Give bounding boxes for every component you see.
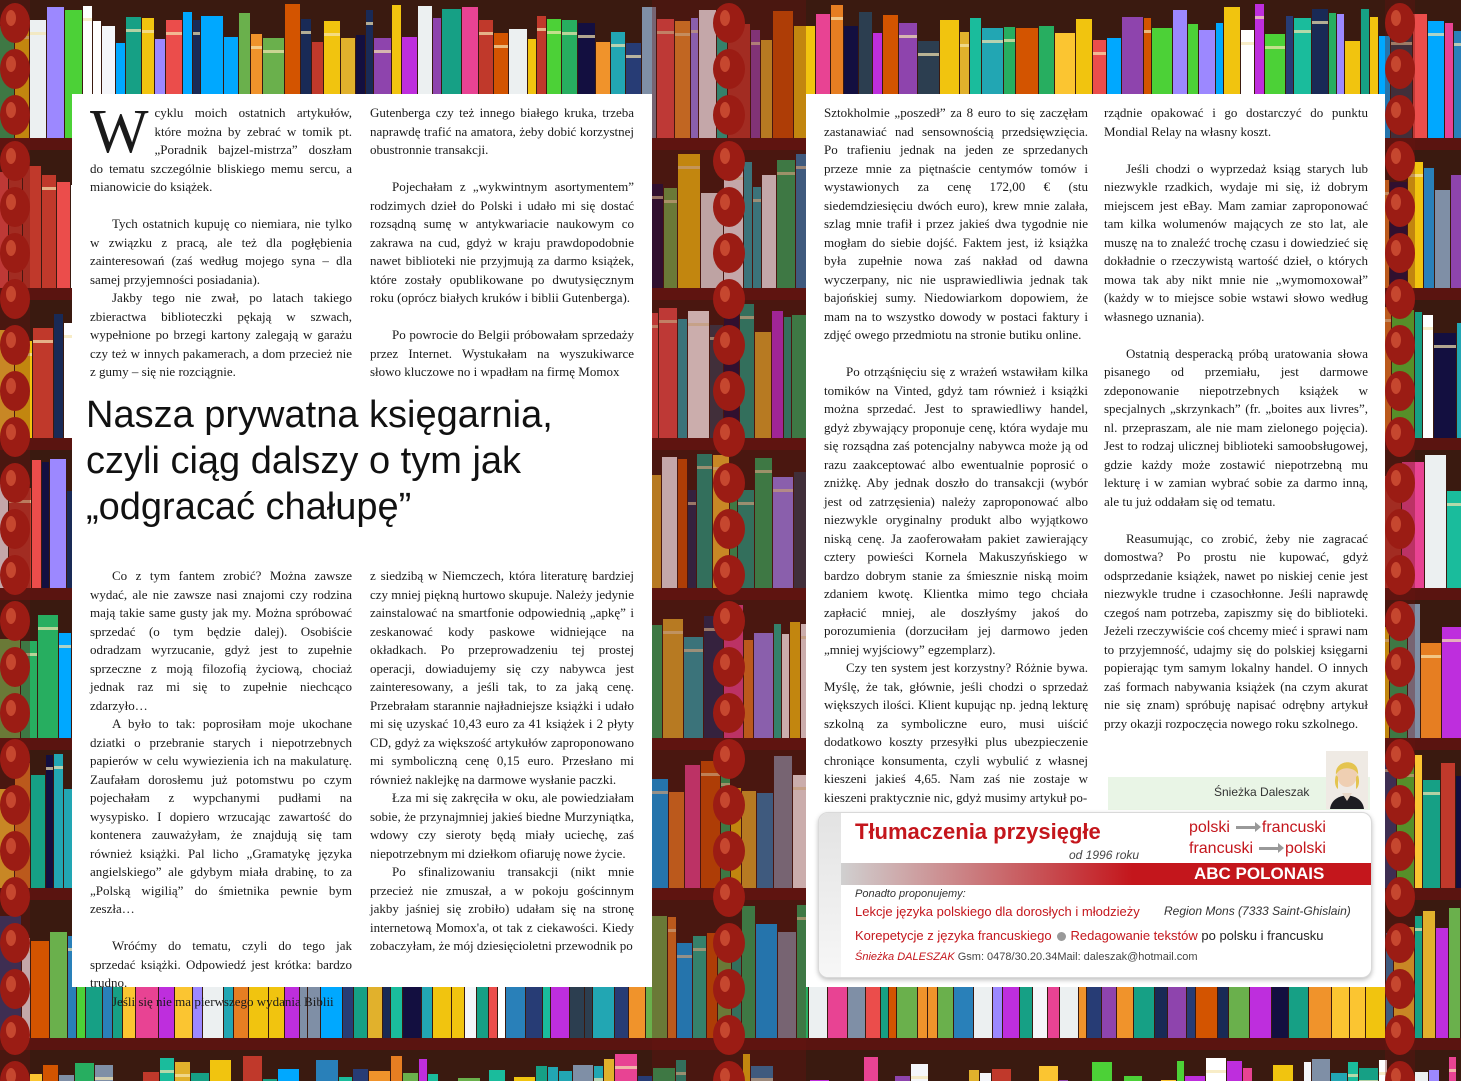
ad-company-name: ABC POLONAIS xyxy=(1194,864,1325,883)
ad-language-pair: francuski polski xyxy=(1189,840,1326,857)
article-headline: Nasza prywatna księgarnia, czyli ciąg dalszy o tym jak „odgracać chałupę” xyxy=(86,394,553,528)
paragraph: Sztokholmie „poszedł” za 8 euro to się zaczęłam zastanawiać nad sensownością przedsięwzięcia. Po trafieniu jednak na jeden ze sprzedanych przeze mnie za piętnaście centymów tomów i wystawionych za cenę 172,00 € (stu siedemdziesięciu dwóch euro), krew mnie zalała, szlag mnie trafił i przez jakieś dwa tygodnie nie mogłam do siebie dojść. Faktem jest, iż książka była zupełnie nowa zaś nakład od dawna wyczerpany, nic nie usprawiedliwia jednak tak bajońskiej sumy. Niedowiarkom dopowiem, że mam na to wszystko dowody w postaci faktury i zdjęć owego przedmiotu na stronie butiku online. xyxy=(824,105,1088,342)
arrow-right-icon xyxy=(1259,847,1279,850)
paragraph: Łza mi się zakręciła w oku, ale powiedziałam sobie, że przynajmniej jakieś biedne Murzyniątka, wdowy czy sieroty będą miały uciechę, zaś niepotrzebnym mi dziełkom ofiaruję nowe życie. xyxy=(370,790,634,861)
ad-offer-row xyxy=(855,928,1324,943)
paragraph: Co z tym fantem zrobić? Można zawsze wydać, ale nie zawsze nasi znajomi czy rodzina mają takie same gusty jak my. Można spróbować sprzedać (o tym będzie dalej). Osobiście odradzam wyrzucanie, gdyż jest to zupełnie sprzeczne z moją filozofią życiową, chociaż jednak raz mi się to zupełnie niechcąco zdarzyło… xyxy=(90,568,352,713)
ad-contact xyxy=(855,951,1198,963)
right-column-2 xyxy=(1104,104,1368,733)
ad-offer-lessons: Lekcje języka polskiego dla dorosłych i młodzieży xyxy=(855,904,1140,919)
left-column-1 xyxy=(90,98,352,382)
paragraph: z siedzibą w Niemczech, która literaturę bardziej czy mniej piękną hurtowo skupuje. Należy jedynie zainstalować na smartfonie odpowiednią „apkę” i zeskanować kody paskowe widniejące na okładkach. Po przeprowadzeniu tej prostej operacji, dowiadujemy się czy nabywca jest zainteresowany, a jeśli tak, to za jaką cenę. Przebrałam starannie najładniejsze książki i udało mi się uzyskać 10,43 euro za 41 książek i 2 płyty CD, gdyż za większość artykułów zaproponowano mi symboliczną cenę 0,15 euro. Przesłano mi również naklejkę na darmowe wysłanie paczki. xyxy=(370,568,634,787)
drop-cap: W xyxy=(90,98,149,166)
paragraph: Jeśli się nie ma pierwszego wydania Biblii xyxy=(112,993,334,1009)
paragraph: Po otrząśnięciu się z wrażeń wstawiłam kilka tomików na Vinted, gdyż tam również i książki można sprzedać. Jest to sprawiedliwy handel, gdyż zbywający proponuje cenę, która wydaje mu się rozsądna zaś potencjalny nabywca może ją od razu zaakceptować albo ewentualnie poprosić o zniżkę. Aby jednak doszło do transakcji (wybór jest od zatrzęsienia) należy zaproponować albo niezwykle oryginalny produkt albo wyjątkowo niską cenę. Ja zaoferowałam pakiet zawierający cztery powieści Kornela Makuszyńskiego w bardzo dobrym stanie za śmiesznie niską moim zdaniem kwotę. Klientka mimo tego chciała zapłacić mniej, ale doszłyśmy jakoś do porozumienia (dorzuciłam jej darmowo jeden „mniej wyjściowy” egzemplarz). xyxy=(824,364,1088,657)
paragraph: Reasumując, co zrobić, żeby nie zagracać domostwa? Po prostu nie kupować, gdyż odsprzedanie książek, nawet po niskiej cenie jest niezwykle trudne i czasochłonne. Jeśli naprawdę czegoś nam potrzeba, zapiszmy się do biblioteki. Jeżeli rzeczywiście coś chcemy mieć i sprawi nam to przyjemność, udajmy się do polskiej księgarni popierając tym samym lokalny handel. O innych zaś formach nabywania książek (na czym akurat nie się znam) spróbuję napisać odrębny artykuł przy okazji rozpoczęcia nowego roku szkolnego. xyxy=(1104,530,1368,731)
translation-advertisement xyxy=(818,812,1372,978)
ad-language-pair: polski francuski xyxy=(1189,819,1326,836)
left-page xyxy=(72,94,652,1009)
paragraph: Po sfinalizowaniu transakcji (nikt mnie przecież nie zmuszał, a w pokoju gościnnym jakby jaśniej się zrobiło) udałam się na stronę internetową Momox'a, ot tak z ciekawości. Kiedy zobaczyłam, że mój dziesięcioletni przewodnik po xyxy=(370,864,634,953)
paragraph: Jeśli chodzi o wyprzedaż ksiąg starych lub niezwykle rzadkich, wydaje mi się, iż dobrym miejscem jest eBay. Mam zamiar zaproponować tam kilka wolumenów mających ze sto lat, ale muszę na to znaleźć trochę czasu i dowiedzieć się dokładnie o rzeczywistą wartość dzieł, o których mowa tak aby nikt mnie nie „wymomoxował” (każdy w to miejsce sobie wstawi słowo według własnego uznania). xyxy=(1104,160,1368,324)
paragraph: rządnie opakować i go dostarczyć do punktu Mondial Relay na własny koszt. xyxy=(1104,105,1368,139)
intro-paragraph: Wcyklu moich ostatnich artykułów, które można by zebrać w tomik pt. „Poradnik bajzel-mistrza” doszłam do tematu szczególnie bliskiego memu sercu, a mianowicie do książek. xyxy=(90,98,352,194)
right-column-1 xyxy=(824,104,1088,807)
ad-offer-tutoring: Korepetycje z języka francuskiego xyxy=(855,928,1052,943)
paragraph: Wróćmy do tematu, czyli do tego jak sprzedać książki. Odpowiedź jest krótka: bardzo trudno. xyxy=(90,938,352,990)
ad-more-label: Ponadto proponujemy: xyxy=(855,888,966,900)
ad-title: Tłumaczenia przysięgłe xyxy=(855,819,1101,844)
left-column-2 xyxy=(370,104,634,382)
ad-contact-details: Gsm: 0478/30.20.34Mail: daleszak@hotmail.com xyxy=(957,951,1198,963)
ad-since: od 1996 roku xyxy=(1069,848,1140,862)
arrow-right-icon xyxy=(1236,826,1256,829)
right-page xyxy=(806,94,1385,987)
paragraph: Tych ostatnich kupuję co niemiara, nie tylko w związku z pracą, ale też dla pogłębienia zainteresowań (zaś według mojego syna – dla samej przyjemności posiadania). xyxy=(90,216,352,287)
paragraph: Pojechałam z „wykwintnym asortymentem” rodzimych dzieł do Polski i udało mi się dostać rozsądną sumę w antykwariacie naukowym co zakrawa na cud, gdyż w kraju prawdopodobnie nawet biblioteki nie przyjmują za darmo książek, które zostały opublikowane po dwutysięcznym roku (oprócz białych kruków i biblii Gutenberga). xyxy=(370,179,634,305)
paragraph: Po powrocie do Belgii próbowałam sprzedaży przez Internet. Wystukałam na wyszukiwarce słowo kluczowe no i wpadłam na firmę Momox xyxy=(370,327,634,379)
ad-region: Region Mons (7333 Saint-Ghislain) xyxy=(1164,904,1351,918)
paragraph: Gutenberga czy też innego białego kruka, trzeba naprawdę trafić na amatora, żeby dobić korzystnej obustronnie transakcji. xyxy=(370,105,634,157)
left-column-4 xyxy=(370,567,634,956)
ad-contact-name: Śnieżka DALESZAK xyxy=(855,951,955,963)
ad-offer-editing-tail: po polsku i francusku xyxy=(1201,928,1324,943)
paragraph: Jakby tego nie zwał, po latach takiego zbieractwa biblioteczki pękają w szwach, wypełnione po brzegi kartony zalegają w garażu czy też w innych pakamerach, a dom przecież nie z gumy – się nie rozciągnie. xyxy=(90,290,352,379)
paragraph: Czy ten system jest korzystny? Różnie bywa. Myślę, że tak, głównie, jeśli chodzi o sprzedaż większych ilości. Klient kupując np. jedną lekturę szkolną za symboliczne euro, musi uiścić dodatkowo koszty przesyłki plus ubezpieczenie chroniące konsumenta, czyli wybulić z własnej kieszeni jakieś 4,65. Nam zaś nie zostaje w kieszeni praktycznie nic, gdyż musimy artykuł po- xyxy=(824,660,1088,805)
author-name: Śnieżka Daleszak xyxy=(1214,785,1310,799)
author-byline xyxy=(1108,777,1370,810)
author-photo xyxy=(1326,751,1368,809)
bullet-icon xyxy=(1057,932,1066,941)
ad-offer-editing: Redagowanie tekstów xyxy=(1070,928,1198,943)
paragraph: A było to tak: poprosiłam moje ukochane dziatki o przebranie starych i niepotrzebnych papierów w celu wywiezienia ich na makulaturę. Zaufałam dorosłemu już potomstwu po czym pojechałam z wypchanymi pudłami na wysypisko. I dopiero wrzucając zawartość do kontenera zauważyłam, że znajdują się tam również książki. Pal licho „Gramatykę języka angielskiego” ale gdybym miała drabinę, to za „Polską wigilią” do śmietnika pewnie bym zeszła… xyxy=(90,716,352,916)
author-portrait-icon xyxy=(1326,751,1368,809)
left-column-3 xyxy=(90,567,352,1011)
paragraph: Ostatnią desperacką próbą uratowania słowa pisanego od przemiału, jest darmowe zdeponowanie niepotrzebnych książek w specjalnych „skrzynkach” (fr. „boites aux livres”, nl. przepraszam, ale nie mam zielonego pojęcia). Jest to rodzaj ulicznej biblioteki samoobsługowej, gdzie każdy może zostawić niepotrzebną mu lekturę i w zamian wybrać sobie za darmo inną, ale tu już oddałam się od tematu. xyxy=(1104,345,1368,509)
ad-side-stripe xyxy=(819,813,841,977)
